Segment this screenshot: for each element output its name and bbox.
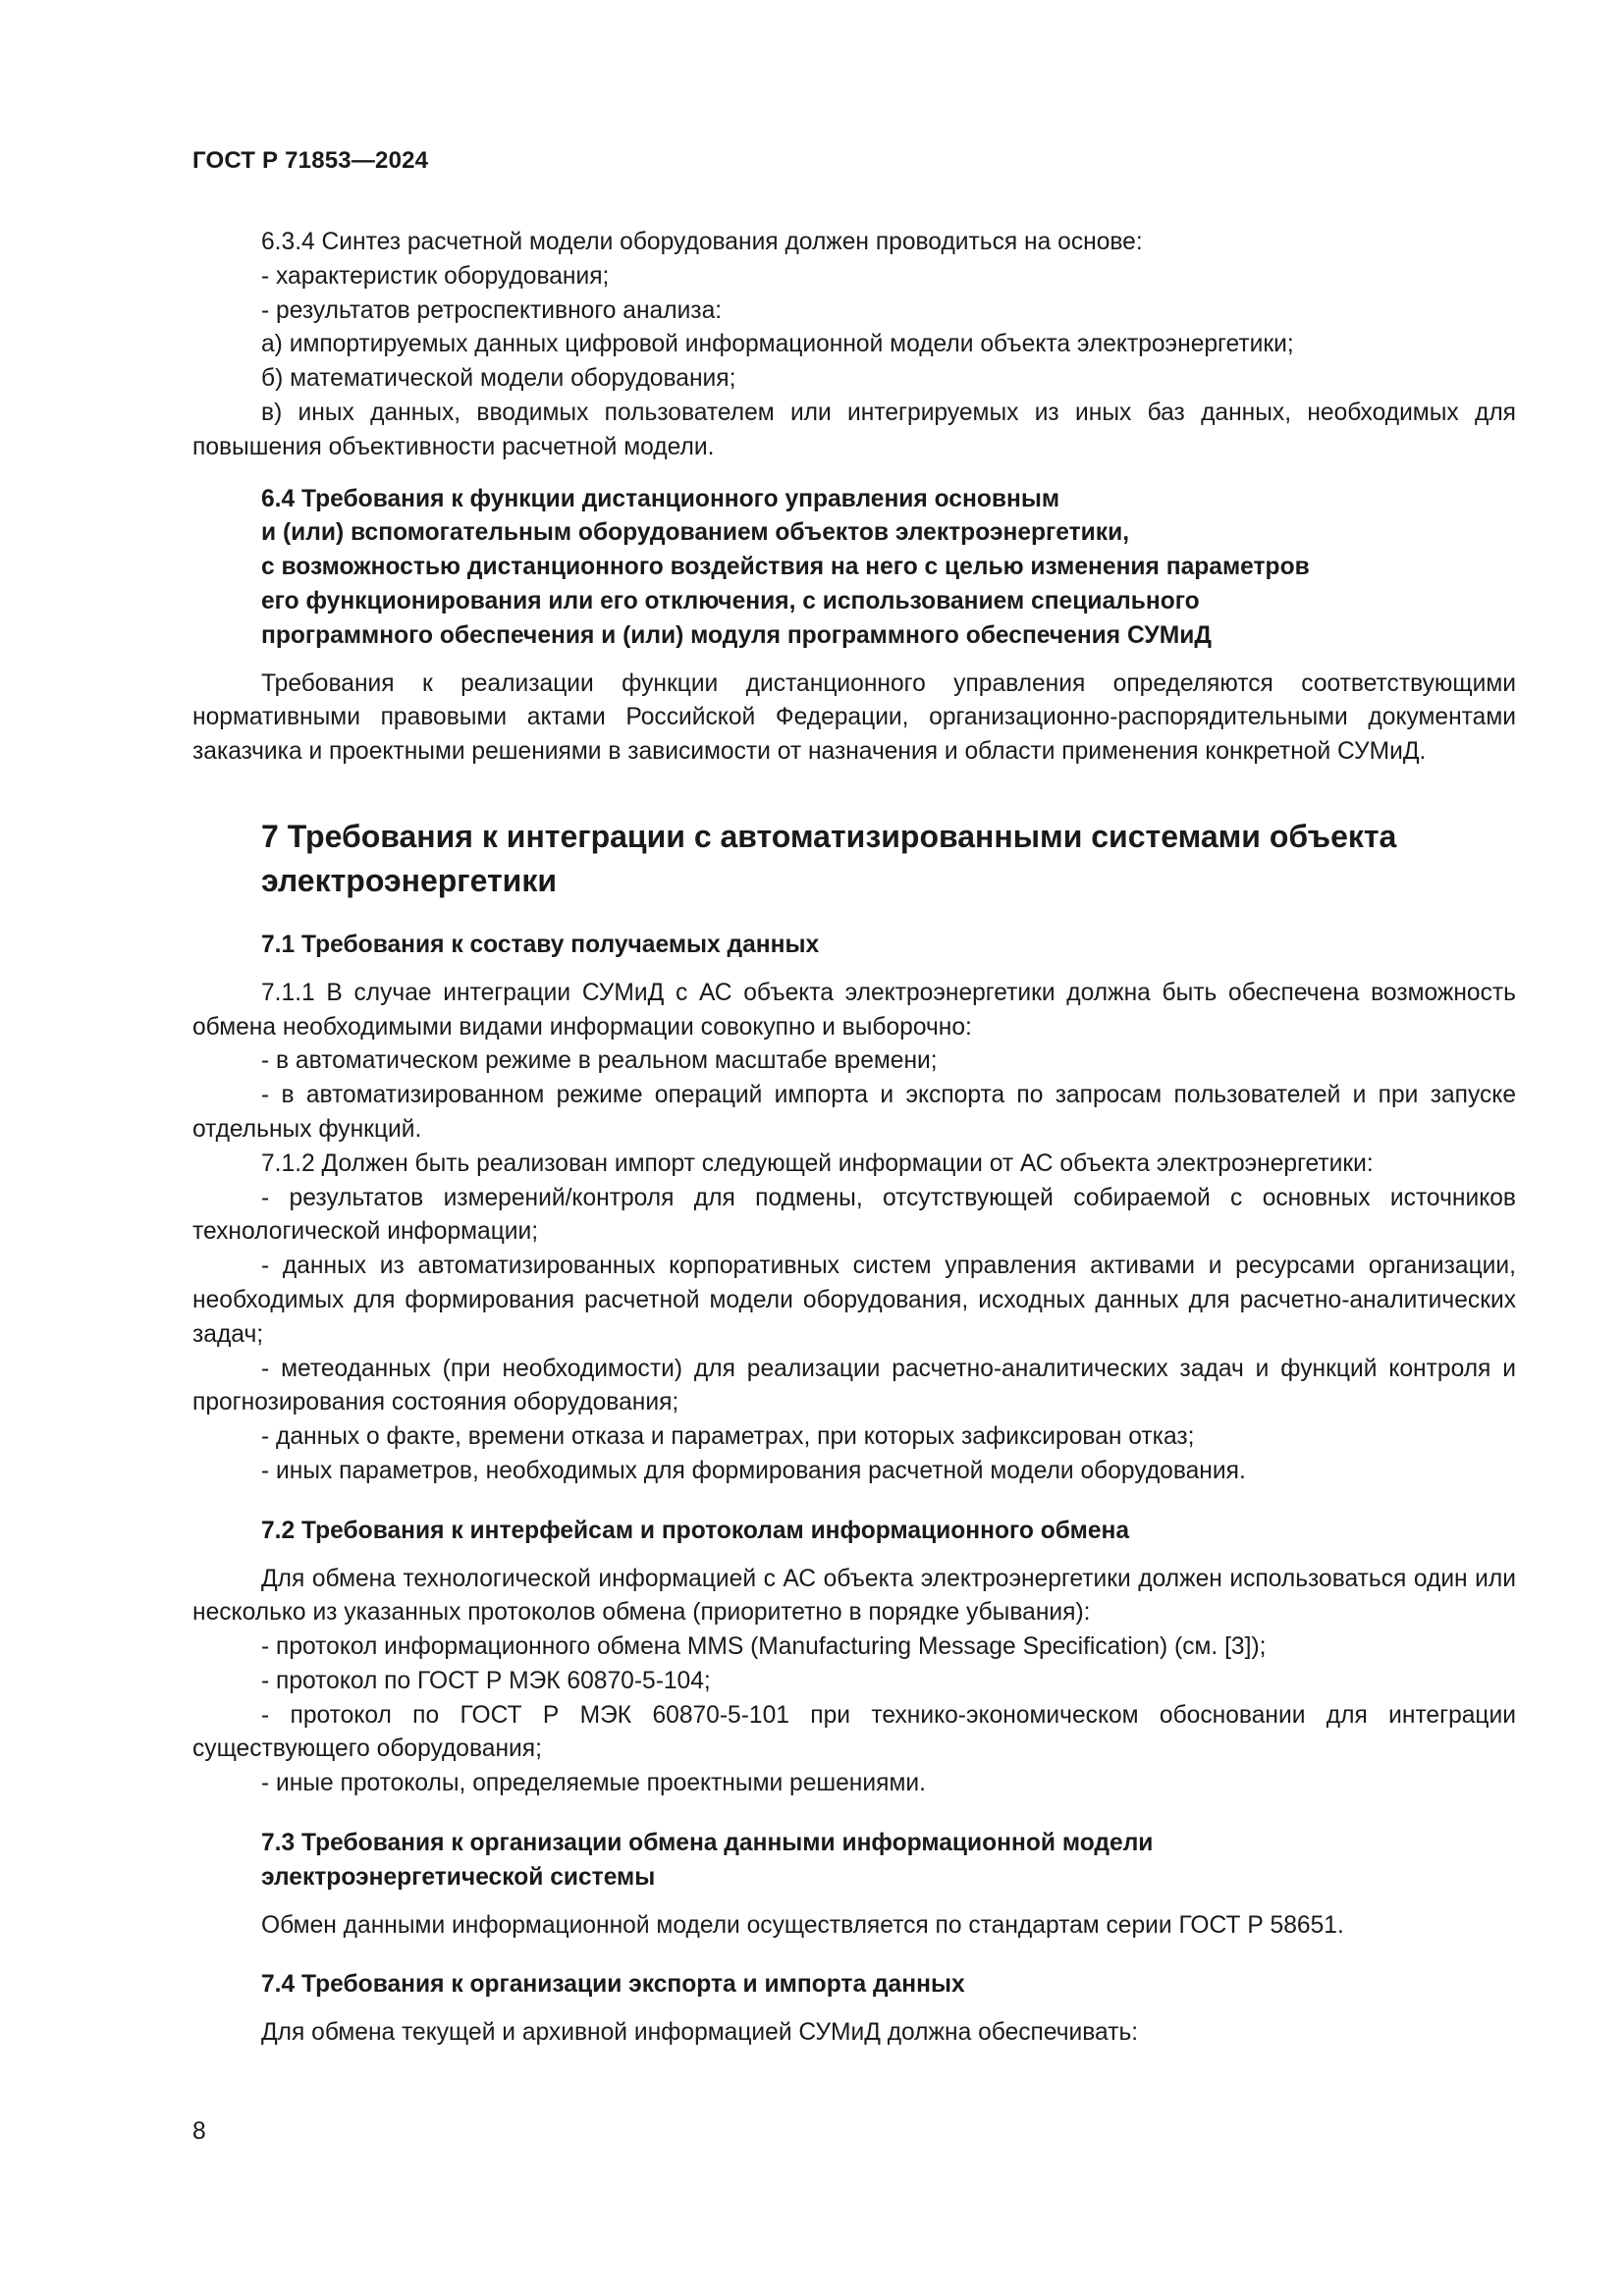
paragraph-7-1-1: 7.1.1 В случае интеграции СУМиД с АС объекта электроэнергетики должна быть обеспечена возможность обмена необходимыми видами информации совокупно и выборочно: — [192, 979, 1516, 1041]
paragraph-7-3-body: Обмен данными информационной модели осуществляется по стандартам серии ГОСТ Р 58651. — [261, 1911, 1344, 1939]
list-item: - метеоданных (при необходимости) для реализации расчетно-аналитических задач и функций контроля и прогнозирования состояния оборудования; — [192, 1355, 1516, 1416]
list-item: б) математической модели оборудования; — [261, 365, 736, 393]
list-item: - иные протоколы, определяемые проектными решениями. — [261, 1770, 926, 1797]
heading-7-1: 7.1 Требования к составу получаемых данных — [261, 931, 820, 958]
heading-7-3 — [261, 1827, 1516, 1896]
page-number: 8 — [192, 2118, 206, 2145]
heading-line: с возможностью дистанционного воздействия на него с целью изменения параметров — [261, 554, 1310, 581]
list-item: - данных о факте, времени отказа и параметрах, при которых зафиксирован отказ; — [261, 1423, 1195, 1451]
heading-line: и (или) вспомогательным оборудованием объектов электроэнергетики, — [261, 519, 1130, 547]
list-item: - результатов измерений/контроля для подмены, отсутствующей собираемой с основных источников технологической информации; — [192, 1184, 1516, 1246]
document-body — [192, 226, 1516, 2051]
heading-line: электроэнергетической системы — [261, 1863, 656, 1891]
paragraph-6-3-4-intro: 6.3.4 Синтез расчетной модели оборудования должен проводиться на основе: — [261, 229, 1143, 255]
list-item: - иных параметров, необходимых для формирования расчетной модели оборудования. — [261, 1457, 1246, 1484]
heading-line: 7 Требования к интеграции с автоматизированными системами объекта — [261, 818, 1397, 854]
list-item: а) импортируемых данных цифровой информационной модели объекта электроэнергетики; — [261, 331, 1294, 358]
list-item: - протокол информационного обмена MMS (Manufacturing Message Specification) (см. [3]); — [261, 1633, 1267, 1661]
list-item: - данных из автоматизированных корпоративных систем управления активами и ресурсами организации, необходимых для формирования расчетной модели оборудования, исходных данных для расчетно-аналитических задач; — [192, 1253, 1516, 1348]
heading-line: его функционирования или его отключения, с использованием специального — [261, 587, 1200, 614]
list-item: - результатов ретроспективного анализа: — [261, 296, 723, 324]
paragraph-7-4-body: Для обмена текущей и архивной информацией СУМиД должна обеспечивать: — [261, 2019, 1139, 2047]
heading-section-7 — [261, 815, 1516, 903]
heading-line: 7.3 Требования к организации обмена данными информационной модели — [261, 1830, 1154, 1857]
heading-7-2: 7.2 Требования к интерфейсам и протоколам информационного обмена — [261, 1517, 1130, 1544]
paragraph-7-1-2: 7.1.2 Должен быть реализован импорт следующей информации от АС объекта электроэнергетики: — [261, 1149, 1374, 1177]
heading-6-4 — [261, 483, 1516, 654]
paragraph-6-4-body: Требования к реализации функции дистанционного управления определяются соответствующими нормативными правовыми актами Российской Федерации, организационно-распорядительными документами заказчика и проектными решениями в зависимости от назначения и области применения конкретной СУМиД. — [192, 669, 1516, 766]
paragraph-7-2-intro: Для обмена технологической информацией с АС объекта электроэнергетики должен использоваться один или несколько из указанных протоколов обмена (приоритетно в порядке убывания): — [192, 1565, 1516, 1627]
heading-line: электроэнергетики — [261, 862, 558, 898]
list-item: в) иных данных, вводимых пользователем или интегрируемых из иных баз данных, необходимых для повышения объективности расчетной модели. — [192, 399, 1516, 460]
list-item: - протокол по ГОСТ Р МЭК 60870-5-101 при технико-экономическом обосновании для интеграции существующего оборудования; — [192, 1701, 1516, 1763]
heading-line: 6.4 Требования к функции дистанционного управления основным — [261, 485, 1060, 512]
document-header: ГОСТ Р 71853—2024 — [192, 147, 429, 174]
list-item: - протокол по ГОСТ Р МЭК 60870-5-104; — [261, 1667, 711, 1694]
list-item: - в автоматизированном режиме операций импорта и экспорта по запросам пользователей и при запуске отдельных функций. — [192, 1082, 1516, 1143]
heading-7-4: 7.4 Требования к организации экспорта и импорта данных — [261, 1971, 965, 1999]
heading-line: программного обеспечения и (или) модуля программного обеспечения СУМиД — [261, 621, 1212, 649]
list-item: - характеристик оборудования; — [261, 262, 610, 290]
list-item: - в автоматическом режиме в реальном масштабе времени; — [261, 1047, 938, 1075]
